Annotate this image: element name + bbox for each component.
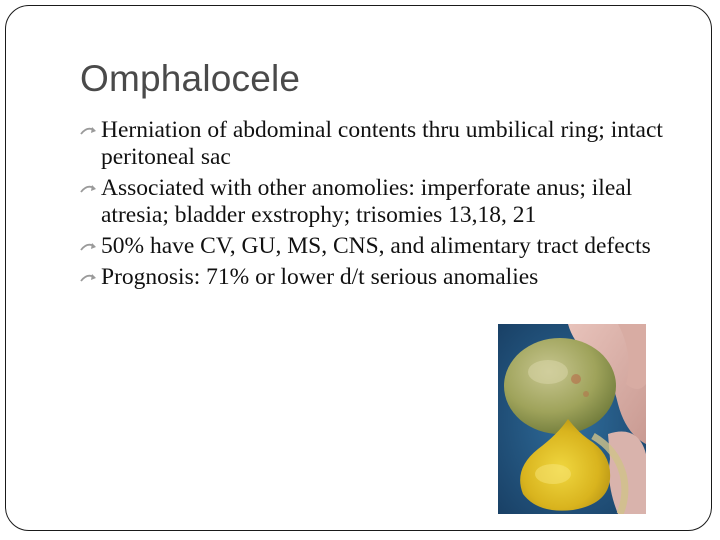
- slide-title: Omphalocele: [80, 58, 301, 99]
- bullet-item: [80, 175, 685, 229]
- omphalocele-photo: [498, 324, 646, 514]
- bullet-text: Associated with other anomolies: imperforate anus; ileal atresia; bladder exstrophy; trisomies 13,18, 21: [101, 175, 633, 228]
- bullet-item: [80, 264, 685, 291]
- bullet-text: Prognosis: 71% or lower d/t serious anomalies: [101, 264, 539, 290]
- curved-arrow-bullet-icon: [80, 241, 98, 253]
- bullet-list: [80, 117, 685, 295]
- bullet-text: Herniation of abdominal contents thru umbilical ring; intact peritoneal sac: [101, 117, 663, 170]
- curved-arrow-bullet-icon: [80, 125, 98, 137]
- bullet-item: [80, 117, 685, 171]
- bullet-item: [80, 233, 685, 260]
- curved-arrow-bullet-icon: [80, 272, 98, 284]
- curved-arrow-bullet-icon: [80, 183, 98, 195]
- bullet-text: 50% have CV, GU, MS, CNS, and alimentary tract defects: [101, 233, 651, 259]
